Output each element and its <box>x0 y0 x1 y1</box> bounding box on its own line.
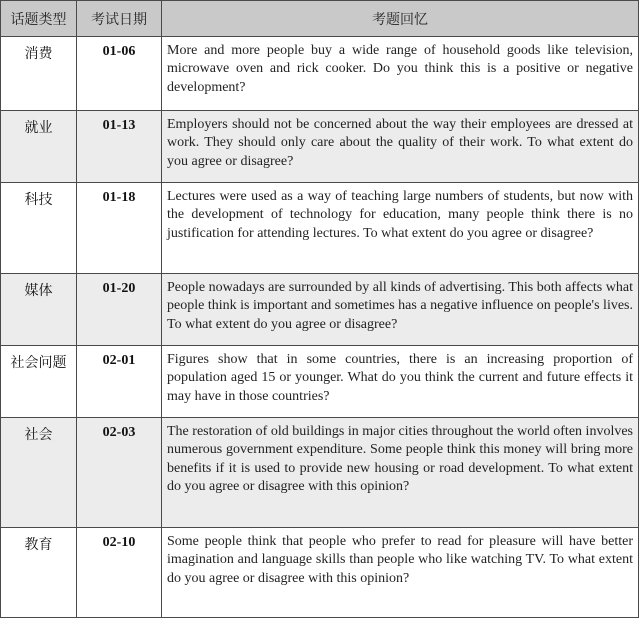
row-date: 02-10 <box>77 528 162 618</box>
table-row <box>1 274 639 346</box>
row-category: 社会问题 <box>1 346 77 418</box>
row-category: 社会 <box>1 418 77 528</box>
row-date: 01-20 <box>77 274 162 346</box>
row-category: 教育 <box>1 528 77 618</box>
row-prompt: Some people think that people who prefer to read for pleasure will have better imagination and language skills than people who like watching TV. To what extent do you agree or disagree with this opinion? <box>162 528 639 618</box>
row-date: 01-06 <box>77 37 162 111</box>
row-prompt: Lectures were used as a way of teaching large numbers of students, but now with the development of technology for education, many people think there is no justification for attending lectures. To what extent do you agree or disagree? <box>162 183 639 274</box>
row-prompt: People nowadays are surrounded by all kinds of advertising. This both affects what people think is important and sometimes has a negative influence on people's lives. To what extent do you agree or disagree? <box>162 274 639 346</box>
row-date: 02-01 <box>77 346 162 418</box>
table-row <box>1 528 639 618</box>
row-date: 01-13 <box>77 111 162 183</box>
header-category: 话题类型 <box>1 1 77 37</box>
row-prompt: Figures show that in some countries, there is an increasing proportion of population aged 15 or younger. What do you think the current and future effects it may have in those countries? <box>162 346 639 418</box>
table-row <box>1 111 639 183</box>
table-header-row <box>1 1 639 37</box>
row-prompt: Employers should not be concerned about the way their employees are dressed at work. They should only care about the quality of their work. To what extent do you agree or disagree? <box>162 111 639 183</box>
header-prompt: 考题回忆 <box>162 1 639 37</box>
table-row <box>1 37 639 111</box>
row-prompt: The restoration of old buildings in major cities throughout the world often involves numerous government expenditure. Some people think this money will bring more benefits if it is used to provide new housing or road development. To what extent do you agree or disagree with this opinion? <box>162 418 639 528</box>
table-row <box>1 183 639 274</box>
table-row <box>1 418 639 528</box>
row-category: 媒体 <box>1 274 77 346</box>
row-category: 就业 <box>1 111 77 183</box>
header-date: 考试日期 <box>77 1 162 37</box>
row-prompt: More and more people buy a wide range of household goods like television, microwave oven and rick cooker. Do you think this is a positive or negative development? <box>162 37 639 111</box>
table-row <box>1 346 639 418</box>
row-category: 科技 <box>1 183 77 274</box>
row-date: 02-03 <box>77 418 162 528</box>
row-date: 01-18 <box>77 183 162 274</box>
row-category: 消费 <box>1 37 77 111</box>
